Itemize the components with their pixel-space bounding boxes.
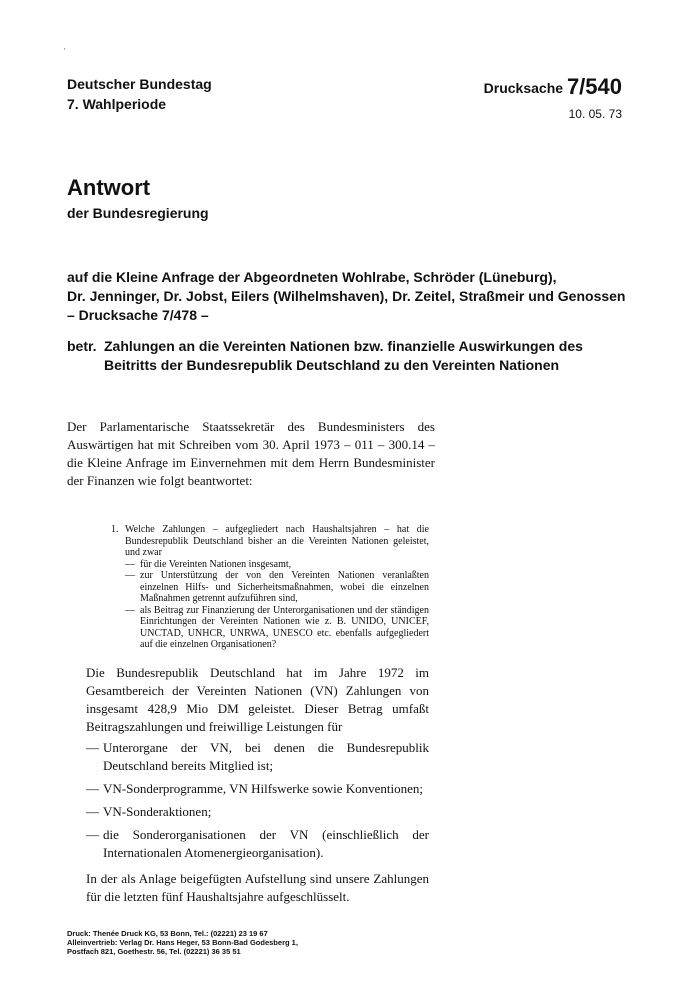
- intro-paragraph: Der Parlamentarische Staatssekretär des Bundesministers des Auswärtigen hat mit Schreiben vom 30. April 1973 – 011 – 300.14 – die Kleine Anfrage im Einvernehmen mit dem Herrn Bundesminister der Finanzen wie folgt beantwortet:: [67, 419, 435, 488]
- page-subtitle: der Bundesregierung: [67, 205, 209, 221]
- drucksache-label: Drucksache: [483, 80, 564, 96]
- answer-list: [86, 739, 429, 862]
- answer-item-text: VN-Sonderaktionen;: [103, 804, 212, 819]
- answer-paragraph: Die Bundesrepublik Deutschland hat im Jahre 1972 im Gesamtbereich der Vereinten Nationen (VN) Zahlungen von insgesamt 428,9 Mio DM geleistet. Dieser Betrag umfaßt Beitragszahlungen und freiwillige Leistungen für: [86, 665, 429, 734]
- question-reference: [67, 268, 627, 325]
- institution: Deutscher Bundestag: [67, 76, 212, 92]
- answer-item-text: VN-Sonderprogramme, VN Hilfswerke sowie Konventionen;: [103, 781, 423, 796]
- drucksache-number: 7/540: [566, 74, 622, 99]
- dash-bullet: —: [125, 604, 135, 616]
- question-reference-line: – Drucksache 7/478 –: [67, 307, 209, 323]
- stray-mark: ': [64, 47, 66, 56]
- page-title: Antwort: [67, 175, 151, 200]
- question-item-text: zur Unterstützung der von den Vereinten Nationen veranlaßten einzelnen Hilfs- und Sicherheitsmaßnahmen, wobei die einzelnen Maßnahmen getrennt aufzuführen sind,: [140, 570, 429, 604]
- printer-footer: [67, 929, 298, 956]
- answer-item: [86, 803, 429, 821]
- question-text: Welche Zahlungen – aufgegliedert nach Haushaltsjahren – hat die Bundesrepublik Deutschland bisher an die Vereinten Nationen geleistet, und zwar: [125, 524, 429, 558]
- question-reference-line: Dr. Jenninger, Dr. Jobst, Eilers (Wilhelmshaven), Dr. Zeitel, Straßmeir und Genossen: [67, 288, 626, 304]
- footer-line: Alleinvertrieb: Verlag Dr. Hans Heger, 53 Bonn-Bad Godesberg 1,: [67, 938, 298, 947]
- footer-line: Druck: Thenée Druck KG, 53 Bonn, Tel.: (02221) 23 19 67: [67, 929, 268, 938]
- question-item: [125, 605, 429, 651]
- question-number: 1.: [111, 524, 119, 535]
- answer-closing: In der als Anlage beigefügten Aufstellung sind unsere Zahlungen für die letzten fünf Haushaltsjahre aufgeschlüsselt.: [86, 871, 429, 904]
- footer-line: Postfach 821, Goethestr. 56, Tel. (02221) 36 35 51: [67, 947, 241, 956]
- dash-bullet: —: [86, 804, 99, 819]
- subject: [67, 337, 627, 375]
- question-block: [111, 524, 429, 651]
- dash-bullet: —: [86, 781, 99, 796]
- dash-bullet: —: [125, 558, 135, 570]
- legislative-period: 7. Wahlperiode: [67, 96, 167, 112]
- question-item: [125, 559, 429, 571]
- question-item-text: für die Vereinten Nationen insgesamt,: [140, 558, 292, 570]
- dash-bullet: —: [86, 827, 99, 842]
- dash-bullet: —: [86, 740, 99, 755]
- answer-block: [86, 664, 429, 906]
- question-item: [125, 570, 429, 605]
- answer-item: [86, 780, 429, 798]
- header-right: [484, 74, 622, 100]
- dash-bullet: —: [125, 570, 135, 581]
- answer-item: [86, 826, 429, 862]
- subject-text: Zahlungen an die Vereinten Nationen bzw. finanzielle Auswirkungen des Beitritts der Bundesrepublik Deutschland zu den Vereinten Nationen: [104, 338, 583, 373]
- answer-item-text: die Sonderorganisationen der VN (einschließlich der Internationalen Atomenergieorganisation).: [103, 827, 429, 860]
- subject-label: betr.: [67, 338, 97, 354]
- header-left: [67, 74, 212, 114]
- answer-item: [86, 739, 429, 775]
- answer-item-text: Unterorgane der VN, bei denen die Bundesrepublik Deutschland bereits Mitglied ist;: [103, 740, 429, 773]
- question-item-text: als Beitrag zur Finanzierung der Unterorganisationen und der ständigen Einrichtungen der Vereinten Nationen wie z. B. UNIDO, UNICEF, UNCTAD, UNHCR, UNRWA, UNESCO etc. ebenfalls aufgegliedert auf die einzelnen Organisationen?: [140, 604, 429, 650]
- document-date: 10. 05. 73: [568, 107, 622, 121]
- question-reference-line: auf die Kleine Anfrage der Abgeordneten Wohlrabe, Schröder (Lüneburg),: [67, 269, 557, 285]
